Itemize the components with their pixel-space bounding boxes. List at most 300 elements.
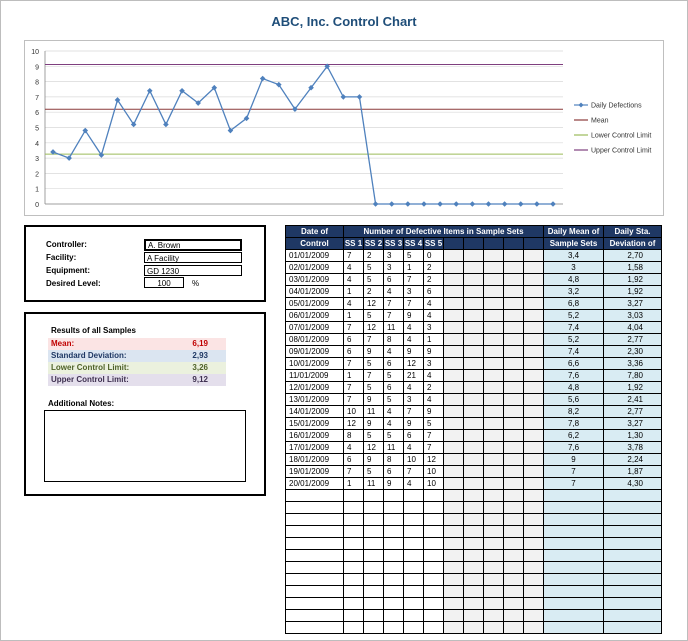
empty-cell[interactable] xyxy=(444,598,464,610)
empty-cell[interactable] xyxy=(464,490,484,502)
date-cell[interactable]: 05/01/2009 xyxy=(286,298,344,310)
ss-cell[interactable] xyxy=(424,526,444,538)
ss-cell[interactable]: 1 xyxy=(344,370,364,382)
empty-cell[interactable] xyxy=(504,382,524,394)
ss-cell[interactable] xyxy=(404,550,424,562)
ss-cell[interactable]: 12 xyxy=(364,298,384,310)
ss-cell[interactable]: 0 xyxy=(424,250,444,262)
ss-cell[interactable] xyxy=(404,490,424,502)
empty-cell[interactable] xyxy=(444,514,464,526)
empty-cell[interactable] xyxy=(484,274,504,286)
empty-cell[interactable] xyxy=(444,346,464,358)
empty-cell[interactable] xyxy=(464,442,484,454)
ss-cell[interactable] xyxy=(384,574,404,586)
ss-cell[interactable]: 5 xyxy=(364,262,384,274)
ss-cell[interactable] xyxy=(424,538,444,550)
ss-cell[interactable]: 2 xyxy=(364,286,384,298)
empty-cell[interactable] xyxy=(444,358,464,370)
date-cell[interactable] xyxy=(286,586,344,598)
empty-cell[interactable] xyxy=(464,610,484,622)
empty-cell[interactable] xyxy=(504,586,524,598)
ss-cell[interactable]: 3 xyxy=(404,394,424,406)
empty-cell[interactable] xyxy=(484,598,504,610)
empty-cell[interactable] xyxy=(484,514,504,526)
facility-field[interactable]: A Facility xyxy=(144,252,242,263)
empty-cell[interactable] xyxy=(464,478,484,490)
empty-cell[interactable] xyxy=(464,538,484,550)
empty-cell[interactable] xyxy=(484,442,504,454)
ss-cell[interactable] xyxy=(344,574,364,586)
empty-cell[interactable] xyxy=(504,334,524,346)
empty-cell[interactable] xyxy=(504,430,524,442)
ss-cell[interactable] xyxy=(364,490,384,502)
empty-cell[interactable] xyxy=(504,370,524,382)
controller-field[interactable]: A. Brown xyxy=(144,239,242,251)
empty-cell[interactable] xyxy=(524,298,544,310)
empty-cell[interactable] xyxy=(524,430,544,442)
empty-cell[interactable] xyxy=(484,502,504,514)
ss-cell[interactable]: 5 xyxy=(364,466,384,478)
date-cell[interactable]: 13/01/2009 xyxy=(286,394,344,406)
empty-cell[interactable] xyxy=(484,430,504,442)
empty-cell[interactable] xyxy=(524,610,544,622)
ss-cell[interactable] xyxy=(424,562,444,574)
empty-cell[interactable] xyxy=(464,562,484,574)
ss-cell[interactable]: 9 xyxy=(424,346,444,358)
ss-cell[interactable] xyxy=(404,538,424,550)
ss-cell[interactable]: 9 xyxy=(364,418,384,430)
ss-cell[interactable] xyxy=(384,490,404,502)
empty-cell[interactable] xyxy=(504,406,524,418)
empty-cell[interactable] xyxy=(524,322,544,334)
ss-cell[interactable] xyxy=(404,610,424,622)
empty-cell[interactable] xyxy=(464,250,484,262)
empty-cell[interactable] xyxy=(524,490,544,502)
ss-cell[interactable] xyxy=(404,562,424,574)
ss-cell[interactable]: 1 xyxy=(344,478,364,490)
empty-cell[interactable] xyxy=(484,358,504,370)
ss-cell[interactable]: 8 xyxy=(384,334,404,346)
empty-cell[interactable] xyxy=(464,286,484,298)
empty-cell[interactable] xyxy=(504,538,524,550)
empty-cell[interactable] xyxy=(524,514,544,526)
ss-cell[interactable] xyxy=(404,598,424,610)
ss-cell[interactable] xyxy=(344,526,364,538)
ss-cell[interactable] xyxy=(424,610,444,622)
empty-cell[interactable] xyxy=(464,322,484,334)
ss-cell[interactable]: 12 xyxy=(364,322,384,334)
empty-cell[interactable] xyxy=(464,418,484,430)
empty-cell[interactable] xyxy=(524,358,544,370)
empty-cell[interactable] xyxy=(524,418,544,430)
empty-cell[interactable] xyxy=(504,454,524,466)
date-cell[interactable]: 20/01/2009 xyxy=(286,478,344,490)
empty-cell[interactable] xyxy=(444,382,464,394)
ss-cell[interactable]: 4 xyxy=(424,370,444,382)
empty-cell[interactable] xyxy=(444,286,464,298)
empty-cell[interactable] xyxy=(504,274,524,286)
ss-cell[interactable]: 4 xyxy=(384,346,404,358)
empty-cell[interactable] xyxy=(444,262,464,274)
ss-cell[interactable]: 6 xyxy=(344,334,364,346)
ss-cell[interactable]: 2 xyxy=(364,250,384,262)
ss-cell[interactable] xyxy=(344,610,364,622)
ss-cell[interactable]: 11 xyxy=(364,478,384,490)
ss-cell[interactable]: 1 xyxy=(424,334,444,346)
empty-cell[interactable] xyxy=(444,274,464,286)
equipment-field[interactable]: GD 1230 xyxy=(144,265,242,276)
empty-cell[interactable] xyxy=(504,466,524,478)
date-cell[interactable] xyxy=(286,502,344,514)
ss-cell[interactable]: 12 xyxy=(404,358,424,370)
ss-cell[interactable]: 5 xyxy=(364,310,384,322)
ss-cell[interactable] xyxy=(364,622,384,634)
ss-cell[interactable]: 4 xyxy=(424,310,444,322)
empty-cell[interactable] xyxy=(444,418,464,430)
empty-cell[interactable] xyxy=(464,394,484,406)
empty-cell[interactable] xyxy=(484,382,504,394)
date-cell[interactable] xyxy=(286,550,344,562)
empty-cell[interactable] xyxy=(444,250,464,262)
empty-cell[interactable] xyxy=(484,610,504,622)
empty-cell[interactable] xyxy=(464,598,484,610)
empty-cell[interactable] xyxy=(504,550,524,562)
empty-cell[interactable] xyxy=(484,550,504,562)
date-cell[interactable]: 15/01/2009 xyxy=(286,418,344,430)
empty-cell[interactable] xyxy=(524,478,544,490)
empty-cell[interactable] xyxy=(484,346,504,358)
notes-field[interactable] xyxy=(44,410,246,482)
ss-cell[interactable]: 4 xyxy=(404,334,424,346)
ss-cell[interactable]: 5 xyxy=(364,430,384,442)
ss-cell[interactable]: 5 xyxy=(384,370,404,382)
ss-cell[interactable]: 5 xyxy=(424,418,444,430)
empty-cell[interactable] xyxy=(484,322,504,334)
empty-cell[interactable] xyxy=(524,598,544,610)
ss-cell[interactable] xyxy=(384,538,404,550)
ss-cell[interactable]: 2 xyxy=(424,382,444,394)
ss-cell[interactable]: 10 xyxy=(424,466,444,478)
empty-cell[interactable] xyxy=(504,502,524,514)
empty-cell[interactable] xyxy=(484,310,504,322)
date-cell[interactable]: 06/01/2009 xyxy=(286,310,344,322)
date-cell[interactable]: 14/01/2009 xyxy=(286,406,344,418)
ss-cell[interactable]: 5 xyxy=(364,382,384,394)
empty-cell[interactable] xyxy=(464,370,484,382)
empty-cell[interactable] xyxy=(444,610,464,622)
ss-cell[interactable]: 6 xyxy=(424,286,444,298)
empty-cell[interactable] xyxy=(484,574,504,586)
empty-cell[interactable] xyxy=(444,430,464,442)
ss-cell[interactable] xyxy=(384,502,404,514)
empty-cell[interactable] xyxy=(504,250,524,262)
empty-cell[interactable] xyxy=(504,622,524,634)
date-cell[interactable] xyxy=(286,526,344,538)
date-cell[interactable]: 09/01/2009 xyxy=(286,346,344,358)
ss-cell[interactable]: 9 xyxy=(404,310,424,322)
empty-cell[interactable] xyxy=(444,502,464,514)
empty-cell[interactable] xyxy=(504,562,524,574)
empty-cell[interactable] xyxy=(464,334,484,346)
ss-cell[interactable]: 3 xyxy=(404,286,424,298)
empty-cell[interactable] xyxy=(524,406,544,418)
date-cell[interactable]: 10/01/2009 xyxy=(286,358,344,370)
ss-cell[interactable]: 4 xyxy=(344,262,364,274)
ss-cell[interactable]: 2 xyxy=(424,262,444,274)
empty-cell[interactable] xyxy=(504,574,524,586)
ss-cell[interactable]: 9 xyxy=(364,394,384,406)
empty-cell[interactable] xyxy=(464,574,484,586)
empty-cell[interactable] xyxy=(444,466,464,478)
ss-cell[interactable] xyxy=(344,538,364,550)
empty-cell[interactable] xyxy=(504,358,524,370)
ss-cell[interactable]: 4 xyxy=(424,394,444,406)
ss-cell[interactable] xyxy=(424,490,444,502)
ss-cell[interactable]: 4 xyxy=(344,298,364,310)
empty-cell[interactable] xyxy=(524,538,544,550)
date-cell[interactable]: 16/01/2009 xyxy=(286,430,344,442)
ss-cell[interactable]: 4 xyxy=(424,298,444,310)
date-cell[interactable]: 02/01/2009 xyxy=(286,262,344,274)
empty-cell[interactable] xyxy=(524,334,544,346)
ss-cell[interactable]: 5 xyxy=(364,358,384,370)
empty-cell[interactable] xyxy=(464,346,484,358)
empty-cell[interactable] xyxy=(484,334,504,346)
date-cell[interactable] xyxy=(286,574,344,586)
ss-cell[interactable]: 10 xyxy=(424,478,444,490)
date-cell[interactable] xyxy=(286,598,344,610)
date-cell[interactable] xyxy=(286,622,344,634)
ss-cell[interactable] xyxy=(364,610,384,622)
empty-cell[interactable] xyxy=(444,454,464,466)
empty-cell[interactable] xyxy=(444,298,464,310)
ss-cell[interactable]: 11 xyxy=(384,442,404,454)
ss-cell[interactable]: 1 xyxy=(344,286,364,298)
empty-cell[interactable] xyxy=(504,322,524,334)
empty-cell[interactable] xyxy=(444,394,464,406)
date-cell[interactable]: 11/01/2009 xyxy=(286,370,344,382)
empty-cell[interactable] xyxy=(464,310,484,322)
ss-cell[interactable]: 7 xyxy=(344,250,364,262)
ss-cell[interactable]: 7 xyxy=(344,382,364,394)
ss-cell[interactable] xyxy=(384,562,404,574)
empty-cell[interactable] xyxy=(524,466,544,478)
empty-cell[interactable] xyxy=(444,370,464,382)
ss-cell[interactable] xyxy=(364,562,384,574)
date-cell[interactable]: 03/01/2009 xyxy=(286,274,344,286)
date-cell[interactable]: 17/01/2009 xyxy=(286,442,344,454)
empty-cell[interactable] xyxy=(444,310,464,322)
empty-cell[interactable] xyxy=(444,442,464,454)
ss-cell[interactable]: 9 xyxy=(404,418,424,430)
empty-cell[interactable] xyxy=(444,538,464,550)
ss-cell[interactable]: 3 xyxy=(424,358,444,370)
empty-cell[interactable] xyxy=(484,622,504,634)
ss-cell[interactable] xyxy=(344,562,364,574)
ss-cell[interactable]: 3 xyxy=(384,262,404,274)
date-cell[interactable]: 12/01/2009 xyxy=(286,382,344,394)
ss-cell[interactable]: 6 xyxy=(344,346,364,358)
ss-cell[interactable]: 4 xyxy=(404,322,424,334)
ss-cell[interactable]: 1 xyxy=(404,262,424,274)
empty-cell[interactable] xyxy=(444,322,464,334)
ss-cell[interactable]: 9 xyxy=(364,454,384,466)
empty-cell[interactable] xyxy=(504,478,524,490)
ss-cell[interactable] xyxy=(404,502,424,514)
date-cell[interactable]: 01/01/2009 xyxy=(286,250,344,262)
empty-cell[interactable] xyxy=(464,622,484,634)
ss-cell[interactable] xyxy=(384,514,404,526)
ss-cell[interactable] xyxy=(424,514,444,526)
empty-cell[interactable] xyxy=(504,514,524,526)
ss-cell[interactable]: 5 xyxy=(384,430,404,442)
ss-cell[interactable] xyxy=(424,574,444,586)
empty-cell[interactable] xyxy=(464,298,484,310)
ss-cell[interactable] xyxy=(404,574,424,586)
empty-cell[interactable] xyxy=(524,550,544,562)
date-cell[interactable] xyxy=(286,514,344,526)
ss-cell[interactable]: 7 xyxy=(344,358,364,370)
empty-cell[interactable] xyxy=(444,526,464,538)
empty-cell[interactable] xyxy=(504,394,524,406)
empty-cell[interactable] xyxy=(524,502,544,514)
ss-cell[interactable]: 6 xyxy=(384,274,404,286)
empty-cell[interactable] xyxy=(524,310,544,322)
empty-cell[interactable] xyxy=(504,490,524,502)
ss-cell[interactable] xyxy=(384,586,404,598)
ss-cell[interactable] xyxy=(424,502,444,514)
empty-cell[interactable] xyxy=(444,334,464,346)
empty-cell[interactable] xyxy=(444,550,464,562)
empty-cell[interactable] xyxy=(504,610,524,622)
ss-cell[interactable]: 4 xyxy=(384,286,404,298)
empty-cell[interactable] xyxy=(464,406,484,418)
empty-cell[interactable] xyxy=(444,490,464,502)
ss-cell[interactable] xyxy=(424,550,444,562)
empty-cell[interactable] xyxy=(524,250,544,262)
ss-cell[interactable]: 5 xyxy=(404,250,424,262)
date-cell[interactable] xyxy=(286,538,344,550)
ss-cell[interactable] xyxy=(344,502,364,514)
empty-cell[interactable] xyxy=(524,454,544,466)
empty-cell[interactable] xyxy=(484,298,504,310)
date-cell[interactable]: 04/01/2009 xyxy=(286,286,344,298)
ss-cell[interactable]: 21 xyxy=(404,370,424,382)
ss-cell[interactable]: 6 xyxy=(344,454,364,466)
empty-cell[interactable] xyxy=(504,298,524,310)
ss-cell[interactable]: 7 xyxy=(344,322,364,334)
date-cell[interactable]: 18/01/2009 xyxy=(286,454,344,466)
empty-cell[interactable] xyxy=(484,262,504,274)
ss-cell[interactable] xyxy=(364,526,384,538)
ss-cell[interactable]: 9 xyxy=(424,406,444,418)
ss-cell[interactable]: 5 xyxy=(384,394,404,406)
ss-cell[interactable] xyxy=(364,598,384,610)
ss-cell[interactable] xyxy=(364,586,384,598)
ss-cell[interactable]: 11 xyxy=(364,406,384,418)
empty-cell[interactable] xyxy=(504,346,524,358)
empty-cell[interactable] xyxy=(504,598,524,610)
date-cell[interactable] xyxy=(286,610,344,622)
ss-cell[interactable]: 7 xyxy=(404,406,424,418)
empty-cell[interactable] xyxy=(524,586,544,598)
empty-cell[interactable] xyxy=(464,454,484,466)
ss-cell[interactable] xyxy=(364,574,384,586)
ss-cell[interactable]: 4 xyxy=(384,418,404,430)
ss-cell[interactable]: 7 xyxy=(364,370,384,382)
empty-cell[interactable] xyxy=(524,562,544,574)
empty-cell[interactable] xyxy=(504,526,524,538)
empty-cell[interactable] xyxy=(484,370,504,382)
empty-cell[interactable] xyxy=(444,406,464,418)
empty-cell[interactable] xyxy=(524,622,544,634)
ss-cell[interactable]: 6 xyxy=(384,466,404,478)
ss-cell[interactable]: 2 xyxy=(424,274,444,286)
empty-cell[interactable] xyxy=(464,382,484,394)
ss-cell[interactable]: 1 xyxy=(344,310,364,322)
empty-cell[interactable] xyxy=(444,478,464,490)
ss-cell[interactable]: 11 xyxy=(384,322,404,334)
ss-cell[interactable]: 7 xyxy=(404,274,424,286)
empty-cell[interactable] xyxy=(484,406,504,418)
ss-cell[interactable] xyxy=(404,526,424,538)
empty-cell[interactable] xyxy=(484,286,504,298)
ss-cell[interactable]: 4 xyxy=(404,382,424,394)
empty-cell[interactable] xyxy=(504,310,524,322)
ss-cell[interactable] xyxy=(364,538,384,550)
ss-cell[interactable]: 7 xyxy=(404,466,424,478)
empty-cell[interactable] xyxy=(464,430,484,442)
ss-cell[interactable]: 7 xyxy=(424,430,444,442)
empty-cell[interactable] xyxy=(484,490,504,502)
ss-cell[interactable] xyxy=(384,610,404,622)
ss-cell[interactable]: 3 xyxy=(424,322,444,334)
empty-cell[interactable] xyxy=(464,550,484,562)
ss-cell[interactable]: 4 xyxy=(404,442,424,454)
ss-cell[interactable]: 8 xyxy=(384,454,404,466)
ss-cell[interactable] xyxy=(424,622,444,634)
ss-cell[interactable] xyxy=(344,550,364,562)
empty-cell[interactable] xyxy=(504,262,524,274)
ss-cell[interactable]: 6 xyxy=(384,358,404,370)
empty-cell[interactable] xyxy=(464,274,484,286)
ss-cell[interactable]: 7 xyxy=(344,466,364,478)
date-cell[interactable]: 19/01/2009 xyxy=(286,466,344,478)
ss-cell[interactable] xyxy=(384,526,404,538)
empty-cell[interactable] xyxy=(484,562,504,574)
empty-cell[interactable] xyxy=(504,286,524,298)
date-cell[interactable] xyxy=(286,490,344,502)
empty-cell[interactable] xyxy=(524,442,544,454)
empty-cell[interactable] xyxy=(524,370,544,382)
empty-cell[interactable] xyxy=(464,526,484,538)
empty-cell[interactable] xyxy=(444,622,464,634)
ss-cell[interactable]: 7 xyxy=(364,334,384,346)
empty-cell[interactable] xyxy=(524,286,544,298)
ss-cell[interactable]: 7 xyxy=(384,310,404,322)
ss-cell[interactable]: 6 xyxy=(404,430,424,442)
ss-cell[interactable] xyxy=(384,598,404,610)
empty-cell[interactable] xyxy=(504,442,524,454)
ss-cell[interactable]: 9 xyxy=(364,346,384,358)
empty-cell[interactable] xyxy=(484,538,504,550)
ss-cell[interactable]: 7 xyxy=(424,442,444,454)
empty-cell[interactable] xyxy=(464,502,484,514)
empty-cell[interactable] xyxy=(484,526,504,538)
empty-cell[interactable] xyxy=(484,250,504,262)
date-cell[interactable]: 07/01/2009 xyxy=(286,322,344,334)
ss-cell[interactable] xyxy=(364,514,384,526)
